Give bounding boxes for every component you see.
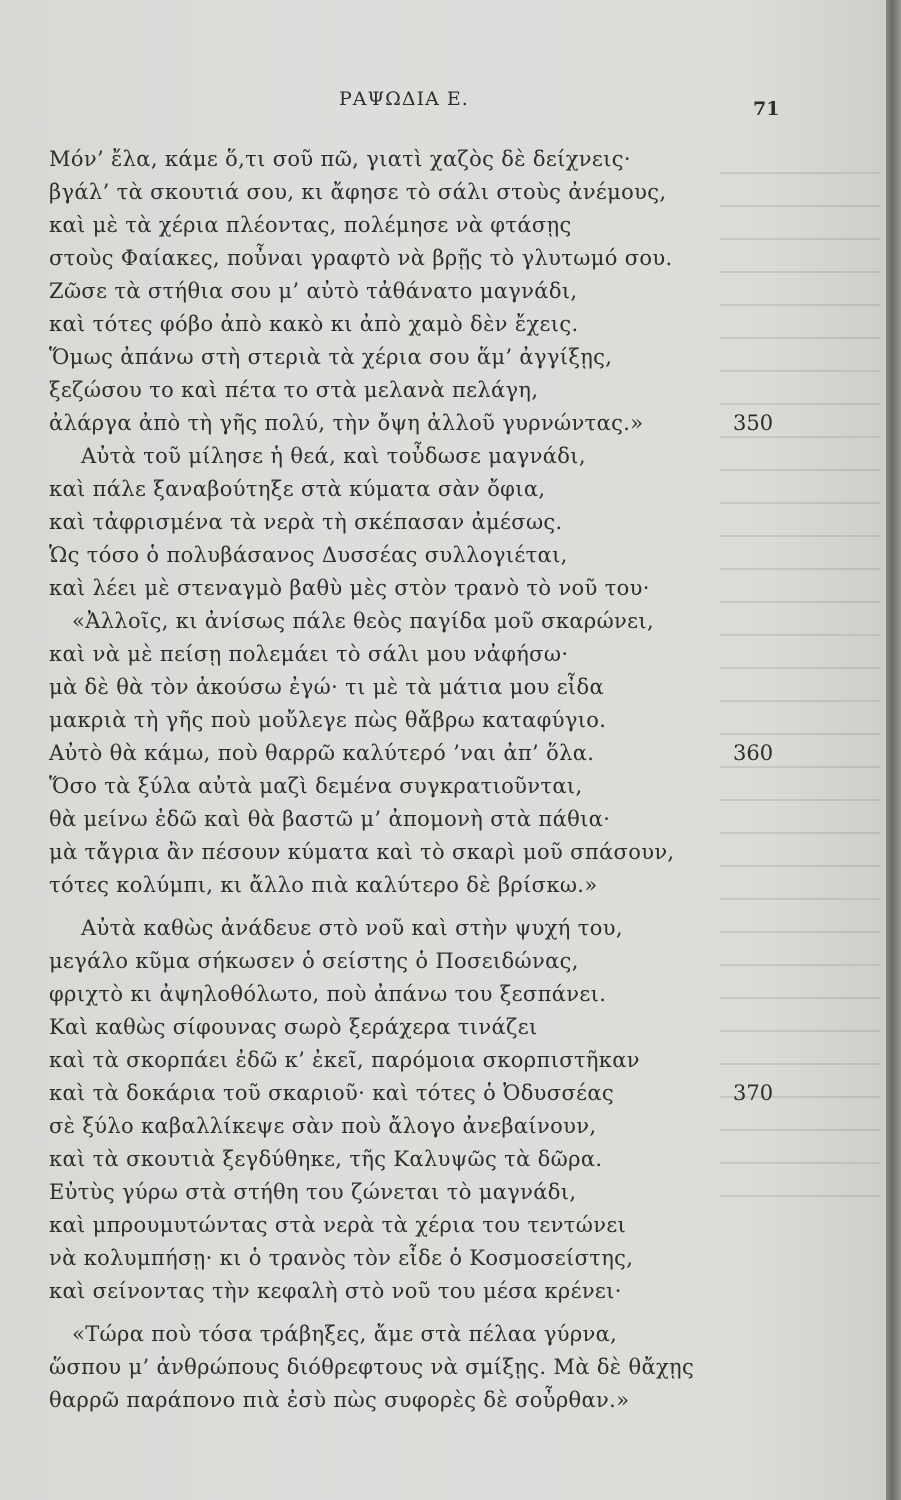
verse-text: νὰ κολυμπήσῃ· κι ὁ τρανὸς τὸν εἶδε ὁ Κοσμοσείστης,	[49, 1246, 634, 1270]
verse-text: καὶ τὰ δοκάρια τοῦ σκαριοῦ· καὶ τότες ὁ Ὀδυσσέας	[49, 1081, 615, 1105]
verse-text: φριχτὸ κι ἀψηλοθόλωτο, ποὺ ἀπάνω του ξεσπάνει.	[49, 982, 607, 1006]
verse-text: καὶ λέει μὲ στεναγμὸ βαθὺ μὲς στὸν τρανὸ τὸ νοῦ του·	[49, 576, 650, 600]
verse-line	[0, 1143, 720, 1176]
verse-text: Ζῶσε τὰ στήθια σου μ’ αὐτὸ τἀθάνατο μαγνάδι,	[49, 279, 578, 303]
verse-line	[0, 1209, 720, 1242]
verse-text: ξεζώσου το καὶ πέτα το στὰ μελανὰ πελάγη,	[49, 378, 539, 402]
verse-text: βγάλ’ τὰ σκουτιά σου, κι ἄφησε τὸ σάλι στοὺς ἀνέμους,	[49, 180, 667, 204]
verse-line	[0, 143, 720, 176]
verse-line	[0, 308, 720, 341]
verse-line	[0, 912, 720, 945]
verse-line	[0, 176, 720, 209]
verse-text: «Τώρα ποὺ τόσα τράβηξες, ἄμε στὰ πέλαα γύρνα,	[72, 1322, 618, 1346]
verse-line	[0, 1110, 720, 1143]
verse-line	[0, 209, 720, 242]
verse-text: θὰ μείνω ἐδῶ καὶ θὰ βαστῶ μ’ ἀπομονὴ στὰ πάθια·	[49, 807, 611, 831]
verse-line	[0, 242, 720, 275]
verse-line	[0, 407, 720, 440]
verse-line	[0, 978, 720, 1011]
verse-text: καὶ μὲ τὰ χέρια πλέοντας, πολέμησε νὰ φτάσῃς	[49, 213, 572, 237]
verse-line	[0, 1275, 720, 1308]
verse-text: Μόν’ ἔλα, κάμε ὅ,τι σοῦ πῶ, γιατὶ χαζὸς δὲ δείχνεις·	[49, 147, 631, 171]
show-through-text	[720, 150, 880, 1200]
verse-text: μεγάλο κῦμα σήκωσεν ὁ σείστης ὁ Ποσειδώνας,	[49, 949, 579, 973]
verse-line	[0, 770, 720, 803]
verse-text: θαρρῶ παράπονο πιὰ ἐσὺ πὼς συφορὲς δὲ σοὖρθαν.»	[49, 1388, 630, 1412]
verse-line	[0, 539, 720, 572]
verse-line	[0, 275, 720, 308]
line-number: 370	[733, 1081, 774, 1105]
verse-line	[0, 1077, 720, 1110]
verse-text: Αὐτὸ θὰ κάμω, ποὺ θαρρῶ καλύτερό ’ναι ἀπ’ ὅλα.	[49, 741, 595, 765]
verse-line	[0, 341, 720, 374]
verse-line	[0, 836, 720, 869]
verse-text: μὰ δὲ θὰ τὸν ἀκούσω ἐγώ· τι μὲ τὰ μάτια μου εἶδα	[49, 675, 605, 699]
verse-line	[0, 737, 720, 770]
verse-line	[0, 1318, 720, 1351]
verse-text: «Ἀλλοῖς, κι ἀνίσως πάλε θεὸς παγίδα μοῦ σκαρώνει,	[72, 609, 654, 633]
verse-text: Αὐτὰ καθὼς ἀνάδευε στὸ νοῦ καὶ στὴν ψυχή του,	[81, 916, 623, 940]
verse-text: ὥσπου μ’ ἀνθρώπους διόθρεφτους νὰ σμίξῃς. Μὰ δὲ θἄχῃς	[49, 1355, 695, 1379]
verse-text: μὰ τἄγρια ἂν πέσουν κύματα καὶ τὸ σκαρὶ μοῦ σπάσουν,	[49, 840, 675, 864]
line-number: 350	[733, 411, 774, 435]
verse-line	[0, 440, 720, 473]
verse-text: Ὡς τόσο ὁ πολυβάσανος Δυσσέας συλλογιέται,	[49, 543, 568, 567]
verse-text: Καὶ καθὼς σίφουνας σωρὸ ξεράχερα τινάζει	[49, 1015, 538, 1039]
verse-line	[0, 605, 720, 638]
verse-line	[0, 1044, 720, 1077]
verse-text: καὶ τότες φόβο ἀπὸ κακὸ κι ἀπὸ χαμὸ δὲν ἔχεις.	[49, 312, 579, 336]
verse-text: καὶ νὰ μὲ πείσῃ πολεμάει τὸ σάλι μου νἀφήσω·	[49, 642, 569, 666]
verse-line	[0, 671, 720, 704]
verse-text: Ὅμως ἀπάνω στὴ στεριὰ τὰ χέρια σου ἅμ’ ἀγγίξῃς,	[49, 345, 613, 369]
verse-text: τότες κολύμπι, κι ἄλλο πιὰ καλύτερο δὲ βρίσκω.»	[49, 873, 598, 897]
verse-line	[0, 1351, 720, 1384]
verse-text: Εὐτὺς γύρω στὰ στήθη του ζώνεται τὸ μαγνάδι,	[49, 1180, 577, 1204]
page-header-title: ΡΑΨΩΔΙΑ Ε.	[339, 88, 469, 110]
verse-line	[0, 473, 720, 506]
verse-line	[0, 572, 720, 605]
verse-line	[0, 638, 720, 671]
verse-text: σὲ ξύλο καβαλλίκεψε σὰν ποὺ ἄλογο ἀνεβαίνουν,	[49, 1114, 597, 1138]
verse-text: καὶ τὰ σκουτιὰ ξεγδύθηκε, τῆς Καλυψῶς τὰ δῶρα.	[49, 1147, 603, 1171]
verse-line	[0, 869, 720, 902]
verse-line	[0, 1011, 720, 1044]
verse-line	[0, 506, 720, 539]
line-number: 360	[733, 741, 774, 765]
verse-line	[0, 1242, 720, 1275]
page-number: 71	[753, 98, 780, 120]
verse-text: καὶ σείνοντας τὴν κεφαλὴ στὸ νοῦ του μέσα κρένει·	[49, 1279, 622, 1303]
page-edge	[886, 0, 901, 1500]
verse-text: μακριὰ τὴ γῆς ποὺ μοὔλεγε πὼς θἄβρω καταφύγιο.	[49, 708, 607, 732]
verse-text: καὶ μπρουμυτώντας στὰ νερὰ τὰ χέρια του τεντώνει	[49, 1213, 627, 1237]
verse-line	[0, 374, 720, 407]
verse-text: Ὅσο τὰ ξύλα αὐτὰ μαζὶ δεμένα συγκρατιοῦνται,	[49, 774, 583, 798]
verse-line	[0, 803, 720, 836]
verse-text: καὶ τὰ σκορπάει ἐδῶ κ’ ἐκεῖ, παρόμοια σκορπιστῆκαν	[49, 1048, 640, 1072]
verse-line	[0, 1176, 720, 1209]
verse-line	[0, 945, 720, 978]
verse-line	[0, 1384, 720, 1417]
verse-text: στοὺς Φαίακες, ποὖναι γραφτὸ νὰ βρῇς τὸ γλυτωμό σου.	[49, 246, 673, 270]
verse-line	[0, 704, 720, 737]
verse-text: Αὐτὰ τοῦ μίλησε ἡ θεά, καὶ τοὖδωσε μαγνάδι,	[81, 444, 586, 468]
verse-text: καὶ πάλε ξαναβούτηξε στὰ κύματα σὰν ὄφια,	[49, 477, 546, 501]
verse-text: ἀλάργα ἀπὸ τὴ γῆς πολύ, τὴν ὄψη ἀλλοῦ γυρνώντας.»	[49, 411, 644, 435]
verse-text: καὶ τἀφρισμένα τὰ νερὰ τὴ σκέπασαν ἀμέσως.	[49, 510, 563, 534]
